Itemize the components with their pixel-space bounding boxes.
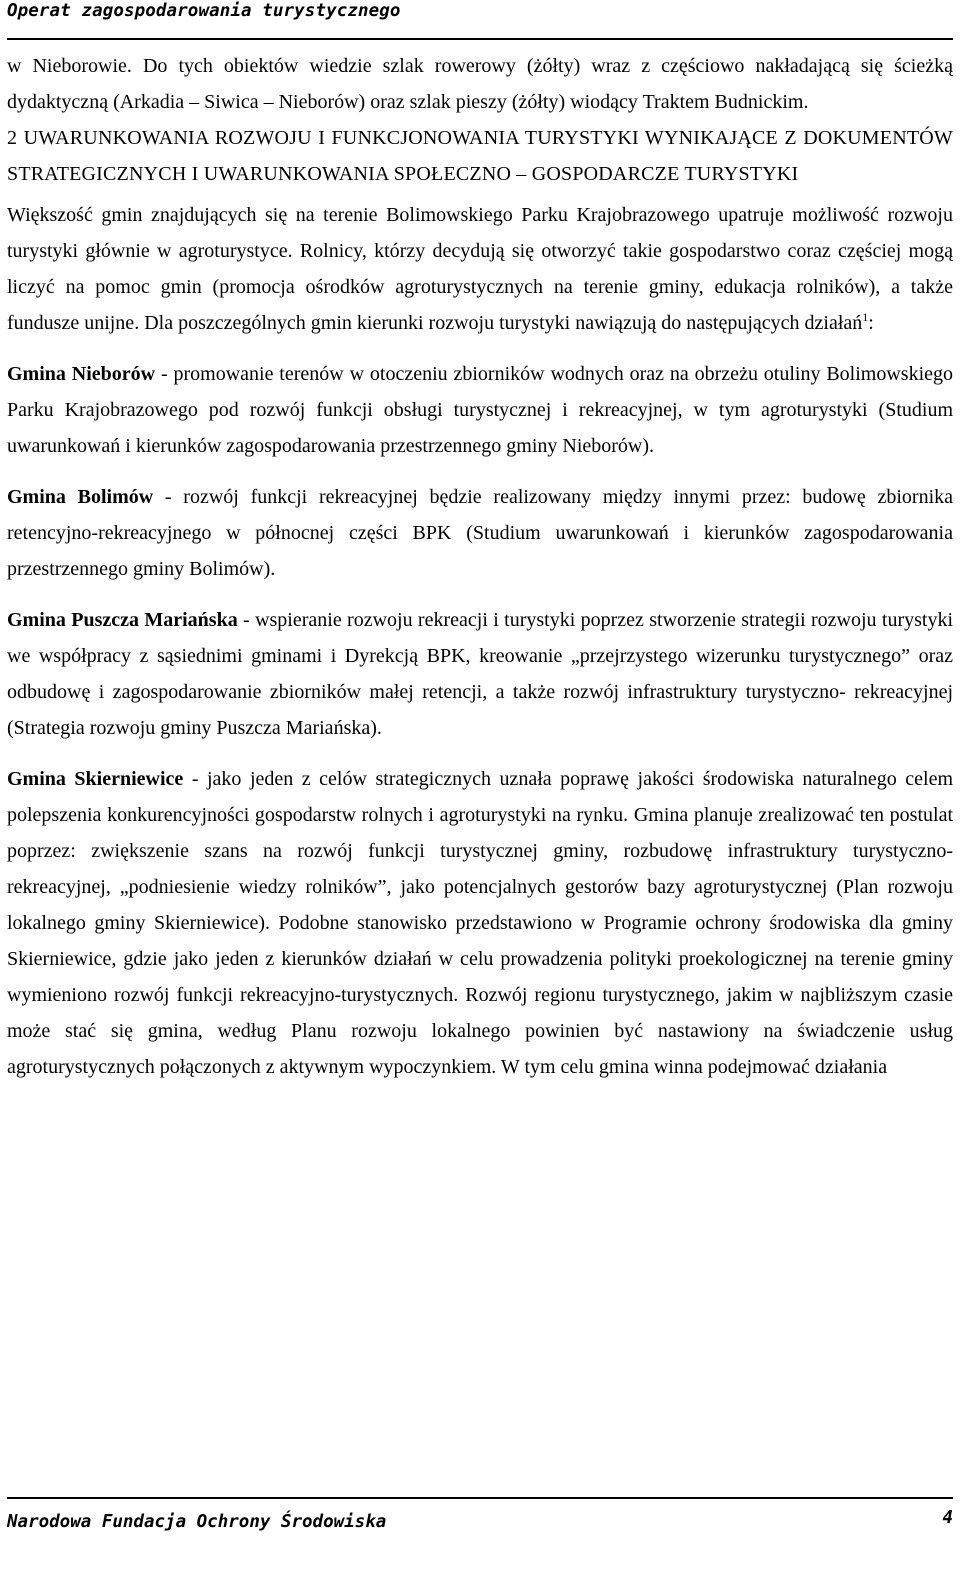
gmina-text: - rozwój funkcji rekreacyjnej będzie realizowany między innymi przez: budowę zbiornika retencyjno-rekreacyjnego w północnej części BPK (Studium uwarunkowań i kierunków zagospodarowania przestrzennego gminy Bolimów). <box>7 486 954 580</box>
gmina-text: - jako jeden z celów strategicznych uznała poprawę jakości środowiska naturalnego celem polepszenia konkurencyjności gospodarstw rolnych i agroturystyki na rynku. Gmina planuje zrealizować ten postulat poprzez: zwiększenie szans na rozwój funkcji turystycznej gminy, rozbudowę infrastruktury turystyczno-rekreacyjnej, „podniesienie wiedzy rolników”, jako potencjalnych gestorów bazy agroturystycznej (Plan rozwoju lokalnego gminy Skierniewice). Podobne stanowisko przedstawiono w Programie ochrony środowiska dla gminy Skierniewice, gdzie jako jeden z kierunków działań w celu prowadzenia polityki proekologicznej na terenie gminy wymieniono rozwój funkcji rekreacyjno-turystycznych. Rozwój regionu turystycznego, jakim w najbliższym czasie może stać się gmina, według Planu rozwoju lokalnego powinien być nastawiony na świadczenie usług agroturystycznych połączonych z aktywnym wypoczynkiem. W tym celu gmina winna podejmować działania <box>7 768 954 1078</box>
intro-paragraph: w Nieborowie. Do tych obiektów wiedzie szlak rowerowy (żółty) wraz z częściowo nakładającą się ścieżką dydaktyczną (Arkadia – Siwica – Nieborów) oraz szlak pieszy (żółty) wiodący Traktem Budnickim. <box>7 55 953 113</box>
running-footer <box>7 1497 953 1549</box>
lead-colon: : <box>868 312 874 334</box>
page-number: 4 <box>942 1508 953 1528</box>
section-body <box>7 197 953 1085</box>
footer-organization: Narodowa Fundacja Ochrony Środowiska <box>7 1512 387 1532</box>
section-heading: 2 UWARUNKOWANIA ROZWOJU I FUNKCJONOWANIA TURYSTYKI WYNIKAJĄCE Z DOKUMENTÓW STRATEGICZNYCH I UWARUNKOWANIA SPOŁECZNO – GOSPODARCZE TURYSTYKI <box>7 127 953 185</box>
gmina-label: Gmina Skierniewice <box>7 768 184 790</box>
gmina-label: Gmina Nieborów <box>7 363 156 385</box>
gmina-paragraph-bolimow <box>7 479 953 587</box>
gmina-paragraph-nieborow <box>7 356 953 464</box>
gmina-text: - wspieranie rozwoju rekreacji i turystyki poprzez stworzenie strategii rozwoju turystyki we współpracy z sąsiednimi gminami i Dyrekcją BPK, kreowanie „przejrzystego wizerunku turystycznego” oraz odbudowę i zagospodarowanie zbiorników małej retencji, a także rozwój infrastruktury turystyczno- rekreacyjnej (Strategia rozwoju gminy Puszcza Mariańska). <box>7 609 953 739</box>
footnote-reference[interactable]: 1 <box>862 310 869 324</box>
running-header <box>7 0 953 40</box>
header-title: Operat zagospodarowania turystycznego <box>7 1 401 21</box>
lead-text: Większość gmin znajdujących się na terenie Bolimowskiego Parku Krajobrazowego upatruje możliwość rozwoju turystyki głównie w agroturystyce. Rolnicy, którzy decydują się otworzyć takie gospodarstwo coraz częściej mogą liczyć na pomoc gmin (promocja ośrodków agroturystycznych na terenie gminy, edukacja rolników), a także fundusze unijne. Dla poszczególnych gmin kierunki rozwoju turystyki nawiązują do następujących działań <box>7 204 953 334</box>
lead-paragraph <box>7 197 953 341</box>
gmina-text: - promowanie terenów w otoczeniu zbiorników wodnych oraz na obrzeżu otuliny Bolimowskiego Parku Krajobrazowego pod rozwój funkcji obsługi turystycznej i rekreacyjnej, w tym agroturystyki (Studium uwarunkowań i kierunków zagospodarowania przestrzennego gminy Nieborów). <box>7 363 954 457</box>
gmina-label: Gmina Puszcza Mariańska <box>7 609 238 631</box>
gmina-label: Gmina Bolimów <box>7 486 154 508</box>
gmina-paragraph-skierniewice <box>7 761 953 1085</box>
page-content <box>7 48 953 1085</box>
gmina-paragraph-puszcza-marianska <box>7 602 953 746</box>
